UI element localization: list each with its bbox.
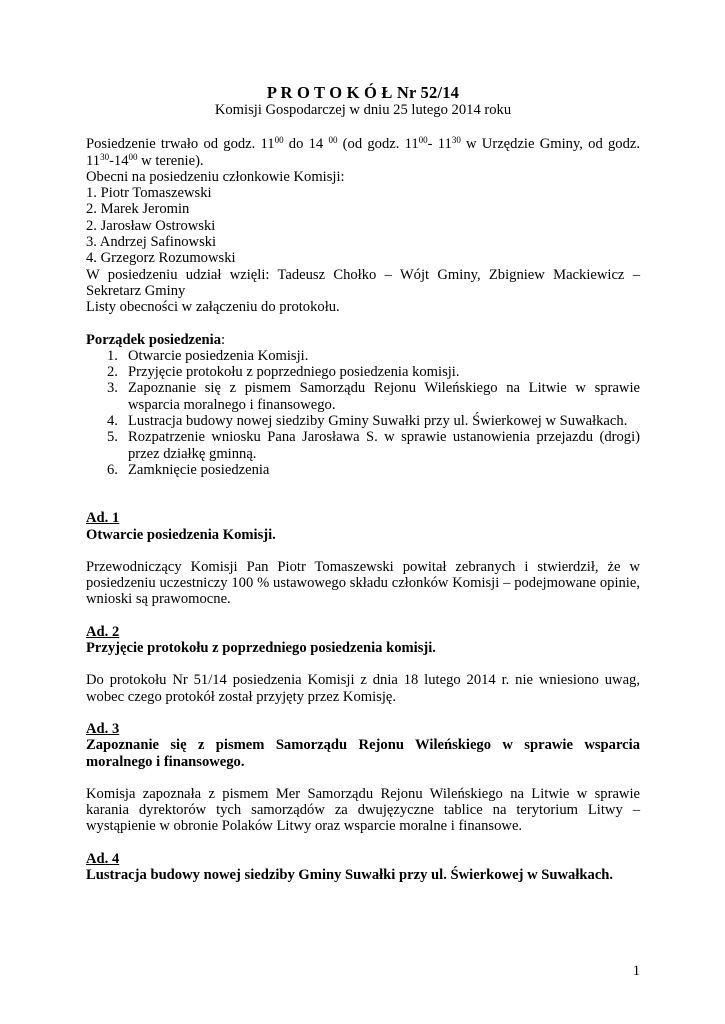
agenda-item: 3. Zapoznanie się z pismem Samorządu Rejonu Wileńskiego na Litwie w sprawie wsparcia moralnego i finansowego. <box>107 380 640 413</box>
member-item: 4. Grzegorz Rozumowski <box>86 250 236 267</box>
section-heading: Przyjęcie protokołu z poprzedniego posiedzenia komisji. <box>86 640 436 657</box>
agenda-item: 1. Otwarcie posiedzenia Komisji. <box>107 347 309 364</box>
section-body: Komisja zapoznała z pismem Mer Samorządu Rejonu Wileńskiego na Litwie w sprawie karania dyrektorów tych samorządów za dwujęzyczne tablice na terytorium Litwy – wystąpienie w obronie Polaków Litwy oraz wsparcie moralne i finansowe. <box>86 785 640 835</box>
agenda-item: 6. Zamknięcie posiedzenia <box>107 461 270 478</box>
members-label: Obecni na posiedzeniu członkowie Komisji: <box>86 168 345 185</box>
section-heading: Zapoznanie się z pismem Samorządu Rejonu Wileńskiego w sprawie wsparcia moralnego i finansowego. <box>86 737 640 770</box>
member-item: 2. Jarosław Ostrowski <box>86 217 216 234</box>
section-ad-label: Ad. 2 <box>86 623 120 640</box>
section-heading: Lustracja budowy nowej siedziby Gminy Suwałki przy ul. Świerkowej w Suwałkach. <box>86 866 614 883</box>
document-subtitle: Komisji Gospodarczej w dniu 25 lutego 2014 roku <box>214 102 512 118</box>
section-body: Do protokołu Nr 51/14 posiedzenia Komisji z dnia 18 lutego 2014 r. nie wniesiono uwag, wobec czego protokół został przyjęty przez Komisję. <box>86 672 640 705</box>
section-ad-label: Ad. 3 <box>86 720 120 737</box>
page-number: 1 <box>632 963 640 979</box>
section-ad-label: Ad. 4 <box>86 850 120 867</box>
attendance-note: Listy obecności w załączeniu do protokołu. <box>86 299 340 316</box>
agenda-item: 5. Rozpatrzenie wniosku Pana Jarosława S. w sprawie ustanowienia przejazdu (drogi) przez działkę gminną. <box>107 429 640 462</box>
guests-paragraph: W posiedzeniu udział wzięli: Tadeusz Chołko – Wójt Gminy, Zbigniew Mackiewicz – Sekretarz Gminy <box>86 266 640 299</box>
section-heading: Otwarcie posiedzenia Komisji. <box>86 526 276 543</box>
member-item: 1. Piotr Tomaszewski <box>86 185 212 202</box>
section-body: Przewodniczący Komisji Pan Piotr Tomaszewski powitał zebranych i stwierdził, że w posiedzeniu uczestniczy 100 % ustawowego składu członków Komisji – podejmowane opinie, wnioski są prawomocne. <box>86 558 640 608</box>
agenda-heading: Porządek posiedzenia: <box>86 331 226 348</box>
agenda-item: 4. Lustracja budowy nowej siedziby Gminy Suwałki przy ul. Świerkowej w Suwałkach. <box>107 413 628 430</box>
agenda-list <box>86 348 640 478</box>
member-item: 2. Marek Jeromin <box>86 201 190 218</box>
session-time-paragraph: Posiedzenie trwało od godz. $11^{00}$ do 14 $^{00}$ (od godz. $11^{00}-$ $11^{30}$ w Urzędzie Gminy, od godz. $11^{30}-14^{00}$ w terenie). <box>86 135 641 169</box>
document-title: P R O T O K Ó Ł Nr 52/14 <box>266 83 460 102</box>
document-page <box>86 83 640 883</box>
member-item: 3. Andrzej Safinowski <box>86 234 217 251</box>
agenda-item: 2. Przyjęcie protokołu z poprzedniego posiedzenia komisji. <box>107 364 460 381</box>
section-ad-label: Ad. 1 <box>86 510 120 527</box>
